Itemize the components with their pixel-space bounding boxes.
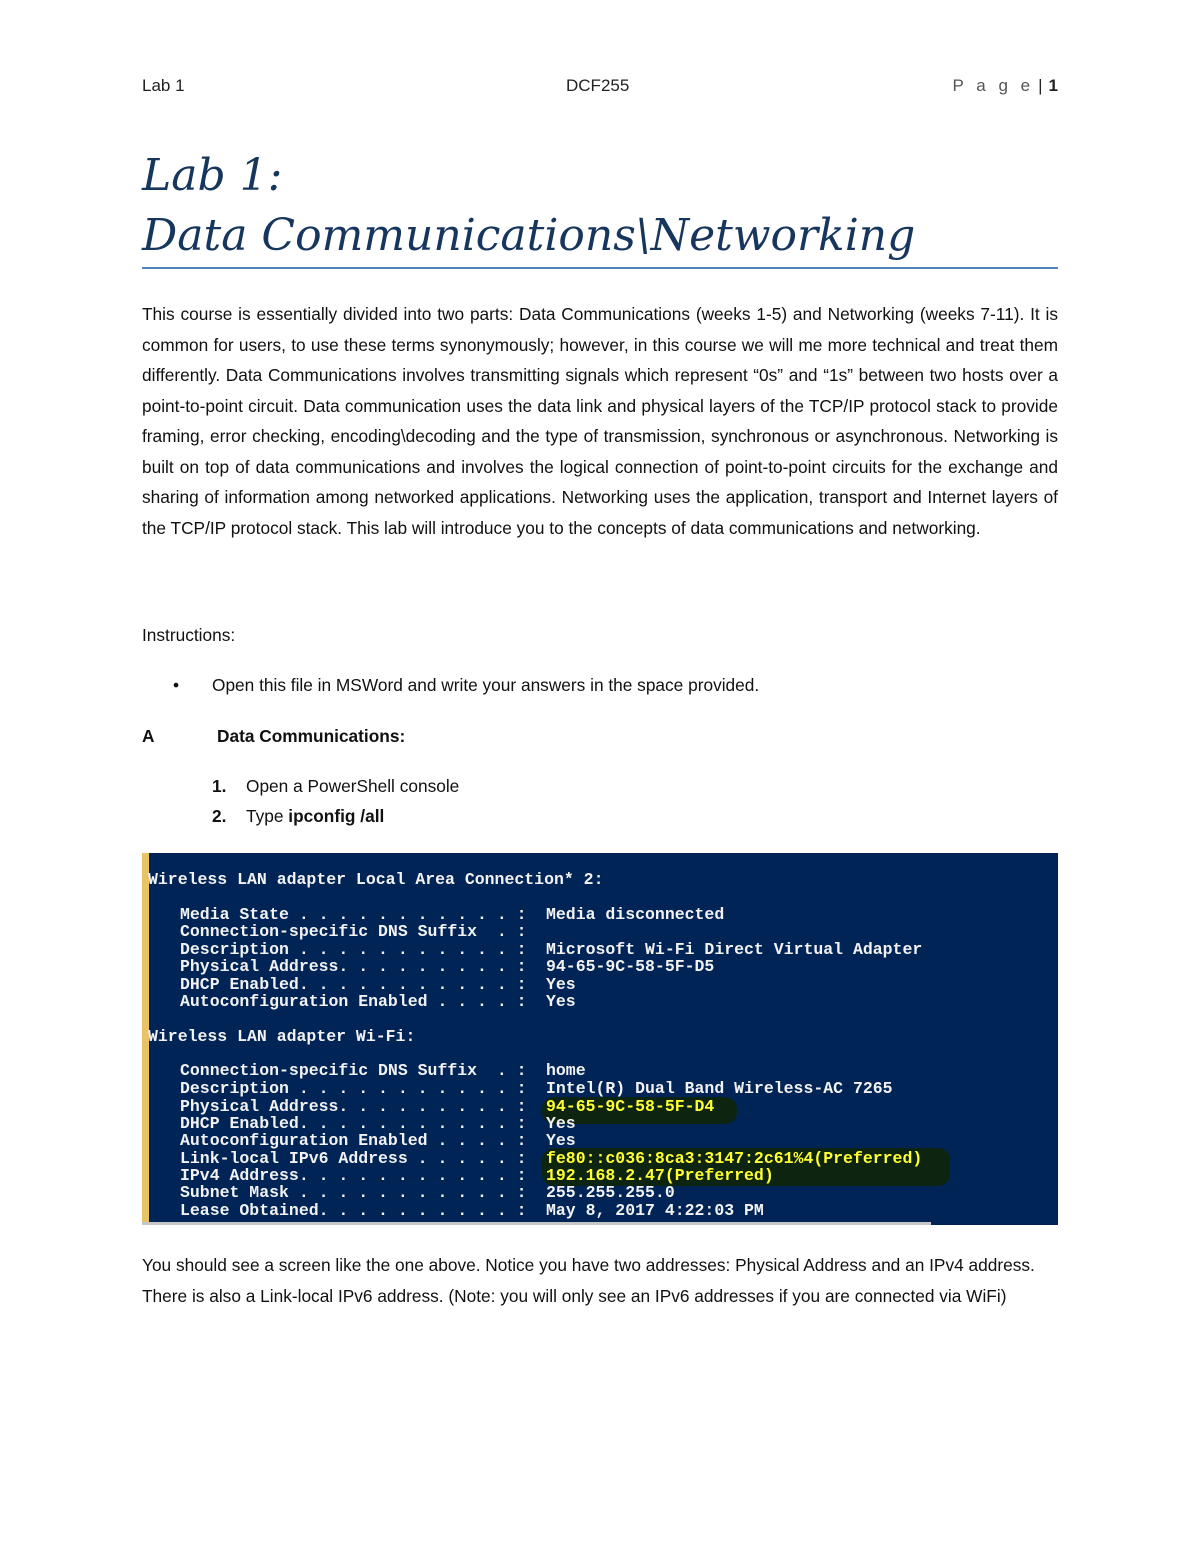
console-value: Intel(R) Dual Band Wireless-AC 7265 — [546, 1079, 893, 1098]
console-adapter-header: Wireless LAN adapter Local Area Connection* 2: — [148, 870, 604, 889]
console-scrollbar — [142, 1222, 931, 1225]
step-command: ipconfig /all — [288, 806, 385, 826]
intro-paragraph: This course is essentially divided into two parts: Data Communications (weeks 1-5) and Networking (weeks 7-11). It is common for users, to use these terms synonymously; however, in this course we will me more technical and treat them differently. Data Communications involves transmitting signals which represent “0s” and “1s” between two hosts over a point-to-point circuit. Data communication uses the data link and physical layers of the TCP/IP protocol stack to provide framing, error checking, encoding\decoding and the type of transmission, synchronous or asynchronous. Networking is built on top of data communications and involves the logical connection of point-to-point circuits for the exchange and sharing of information among networked applications. Networking uses the application, transport and Internet layers of the TCP/IP protocol stack. This lab will introduce you to the concepts of data communications and networking. — [142, 304, 1058, 538]
step-item — [212, 806, 384, 827]
console-key: Description . . . . . . . . . . . : — [180, 940, 527, 959]
header-course-code: DCF255 — [566, 76, 630, 95]
step-text: Open a PowerShell console — [246, 776, 460, 796]
step-number: 2. — [212, 806, 227, 826]
console-key: Physical Address. . . . . . . . . : — [180, 957, 527, 976]
console-key: Autoconfiguration Enabled . . . . : — [180, 992, 527, 1011]
console-value: Yes — [546, 992, 576, 1011]
console-key: Description . . . . . . . . . . . : — [180, 1079, 527, 1098]
console-key: DHCP Enabled. . . . . . . . . . . : — [180, 975, 527, 994]
step-number: 1. — [212, 776, 227, 796]
console-key: Lease Obtained. . . . . . . . . . : — [180, 1201, 527, 1220]
section-letter: A — [142, 726, 155, 746]
page-header — [142, 76, 1058, 100]
title-divider — [142, 267, 1058, 269]
page-number: 1 — [1048, 76, 1058, 95]
console-adapter-header: Wireless LAN adapter Wi-Fi: — [148, 1027, 416, 1046]
console-value: Yes — [546, 1131, 576, 1150]
section-title: Data Communications: — [217, 726, 406, 746]
header-page-indicator — [953, 76, 1058, 96]
console-value: Microsoft Wi-Fi Direct Virtual Adapter — [546, 940, 923, 959]
console-key: DHCP Enabled. . . . . . . . . . . : — [180, 1114, 527, 1133]
console-value-highlighted: 192.168.2.47(Preferred) — [546, 1166, 774, 1185]
page-label: P a g e — [952, 76, 1035, 95]
console-key: Physical Address. . . . . . . . . : — [180, 1097, 527, 1116]
console-value-highlighted: 94-65-9C-58-5F-D4 — [546, 1097, 715, 1116]
console-key: Autoconfiguration Enabled . . . . : — [180, 1131, 527, 1150]
console-value: May 8, 2017 4:22:03 PM — [546, 1201, 764, 1220]
instructions-label: Instructions: — [142, 625, 236, 645]
console-value: Yes — [546, 1114, 576, 1133]
console-key: Connection-specific DNS Suffix . : — [180, 1061, 527, 1080]
console-value: 255.255.255.0 — [546, 1183, 675, 1202]
step-text: Type — [246, 806, 289, 826]
page-separator: | — [1038, 76, 1043, 95]
console-value: 94-65-9C-58-5F-D5 — [546, 957, 715, 976]
console-value: home — [546, 1061, 586, 1080]
console-value-highlighted: fe80::c036:8ca3:3147:2c61%4(Preferred) — [546, 1149, 923, 1168]
console-key: Link-local IPv6 Address . . . . . : — [180, 1149, 527, 1168]
console-key: IPv4 Address. . . . . . . . . . . : — [180, 1166, 527, 1185]
console-key: Subnet Mask . . . . . . . . . . . : — [180, 1183, 527, 1202]
step-item — [212, 776, 459, 797]
console-key: Connection-specific DNS Suffix . : — [180, 922, 527, 941]
title-line-1: Lab 1: — [142, 150, 283, 201]
bullet-icon: • — [173, 675, 180, 695]
explanation-paragraph: You should see a screen like the one above. Notice you have two addresses: Physical Address and an IPv4 address. There is also a Link-local IPv6 address. (Note: you will only see an IPv6 addresses if you are connected via WiFi) — [142, 1255, 1035, 1306]
console-value: Media disconnected — [546, 905, 725, 924]
header-left: Lab 1 — [142, 76, 185, 95]
document-title — [142, 146, 1058, 266]
console-key: Media State . . . . . . . . . . . : — [180, 905, 527, 924]
title-line-2: Data Communications\Networking — [142, 210, 916, 261]
bullet-item: Open this file in MSWord and write your answers in the space provided. — [212, 675, 760, 695]
console-value: Yes — [546, 975, 576, 994]
